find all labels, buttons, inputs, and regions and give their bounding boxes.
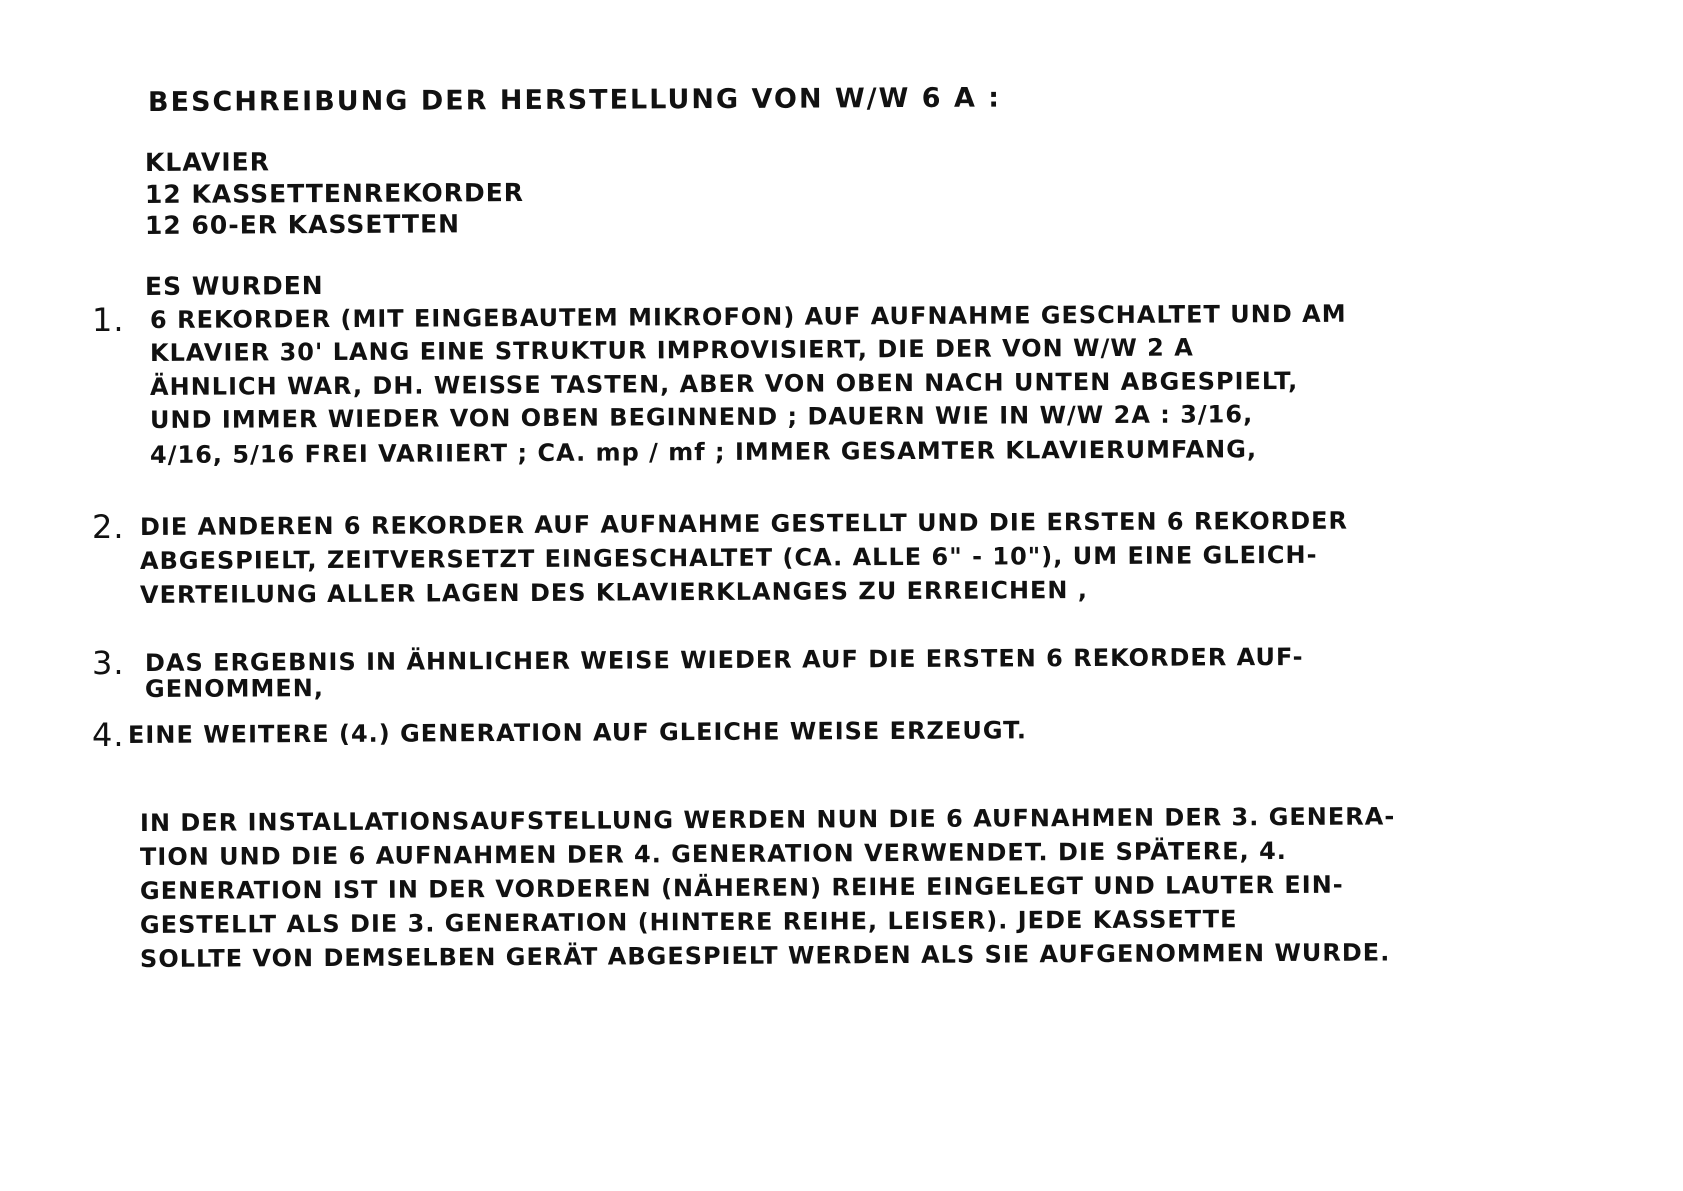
step-line: GENOMMEN, — [144, 674, 325, 703]
material-item: 12 KASSETTENREKORDER — [144, 178, 525, 209]
step-line: ABGESPIELT, ZEITVERSETZT EINGESCHALTET (CA. ALLE 6" - 10"), UM EINE GLEICH- — [139, 540, 1318, 575]
closing-line: GESTELLT ALS DIE 3. GENERATION (HINTERE REIHE, LEISER). JEDE KASSETTE — [139, 905, 1238, 939]
intro-text: ES WURDEN — [144, 271, 324, 301]
step-line: DAS ERGEBNIS IN ÄHNLICHER WEISE WIEDER AUF DIE ERSTEN 6 REKORDER AUF- — [144, 642, 1304, 677]
closing-line: TION UND DIE 6 AUFNAHMEN DER 4. GENERATION VERWENDET. DIE SPÄTERE, 4. — [139, 836, 1287, 871]
step-line: DIE ANDEREN 6 REKORDER AUF AUFNAHME GESTELLT UND DIE ERSTEN 6 REKORDER — [139, 506, 1349, 541]
page-title: BESCHREIBUNG DER HERSTELLUNG VON W/W 6 A : — [147, 82, 1002, 118]
step-number: 3. — [92, 644, 125, 682]
step-number: 2. — [92, 508, 125, 546]
step-line: ÄHNLICH WAR, DH. WEISSE TASTEN, ABER VON OBEN NACH UNTEN ABGESPIELT, — [149, 366, 1299, 401]
step-number: 4. — [92, 716, 125, 754]
step-line: 4/16, 5/16 FREI VARIIERT ; CA. mp / mf ; IMMER GESAMTER KLAVIERUMFANG, — [149, 435, 1258, 469]
step-line: EINE WEITERE (4.) GENERATION AUF GLEICHE WEISE ERZEUGT. — [127, 716, 1027, 749]
closing-line: IN DER INSTALLATIONSAUFSTELLUNG WERDEN NUN DIE 6 AUFNAHMEN DER 3. GENERA- — [139, 802, 1396, 837]
step-number: 1. — [92, 301, 125, 339]
material-item: KLAVIER — [144, 147, 271, 177]
material-item: 12 60-ER KASSETTEN — [144, 209, 461, 240]
step-line: 6 REKORDER (MIT EINGEBAUTEM MIKROFON) AUF AUFNAHME GESCHALTET UND AM — [149, 299, 1347, 334]
closing-line: SOLLTE VON DEMSELBEN GERÄT ABGESPIELT WERDEN ALS SIE AUFGENOMMEN WURDE. — [139, 938, 1391, 973]
step-line: UND IMMER WIEDER VON OBEN BEGINNEND ; DAUERN WIE IN W/W 2A : 3/16, — [149, 400, 1254, 434]
step-line: VERTEILUNG ALLER LAGEN DES KLAVIERKLANGES ZU ERREICHEN , — [139, 576, 1089, 609]
step-line: KLAVIER 30' LANG EINE STRUKTUR IMPROVISIERT, DIE DER VON W/W 2 A — [149, 333, 1194, 367]
closing-line: GENERATION IST IN DER VORDEREN (NÄHEREN) REIHE EINGELEGT UND LAUTER EIN- — [139, 870, 1344, 905]
